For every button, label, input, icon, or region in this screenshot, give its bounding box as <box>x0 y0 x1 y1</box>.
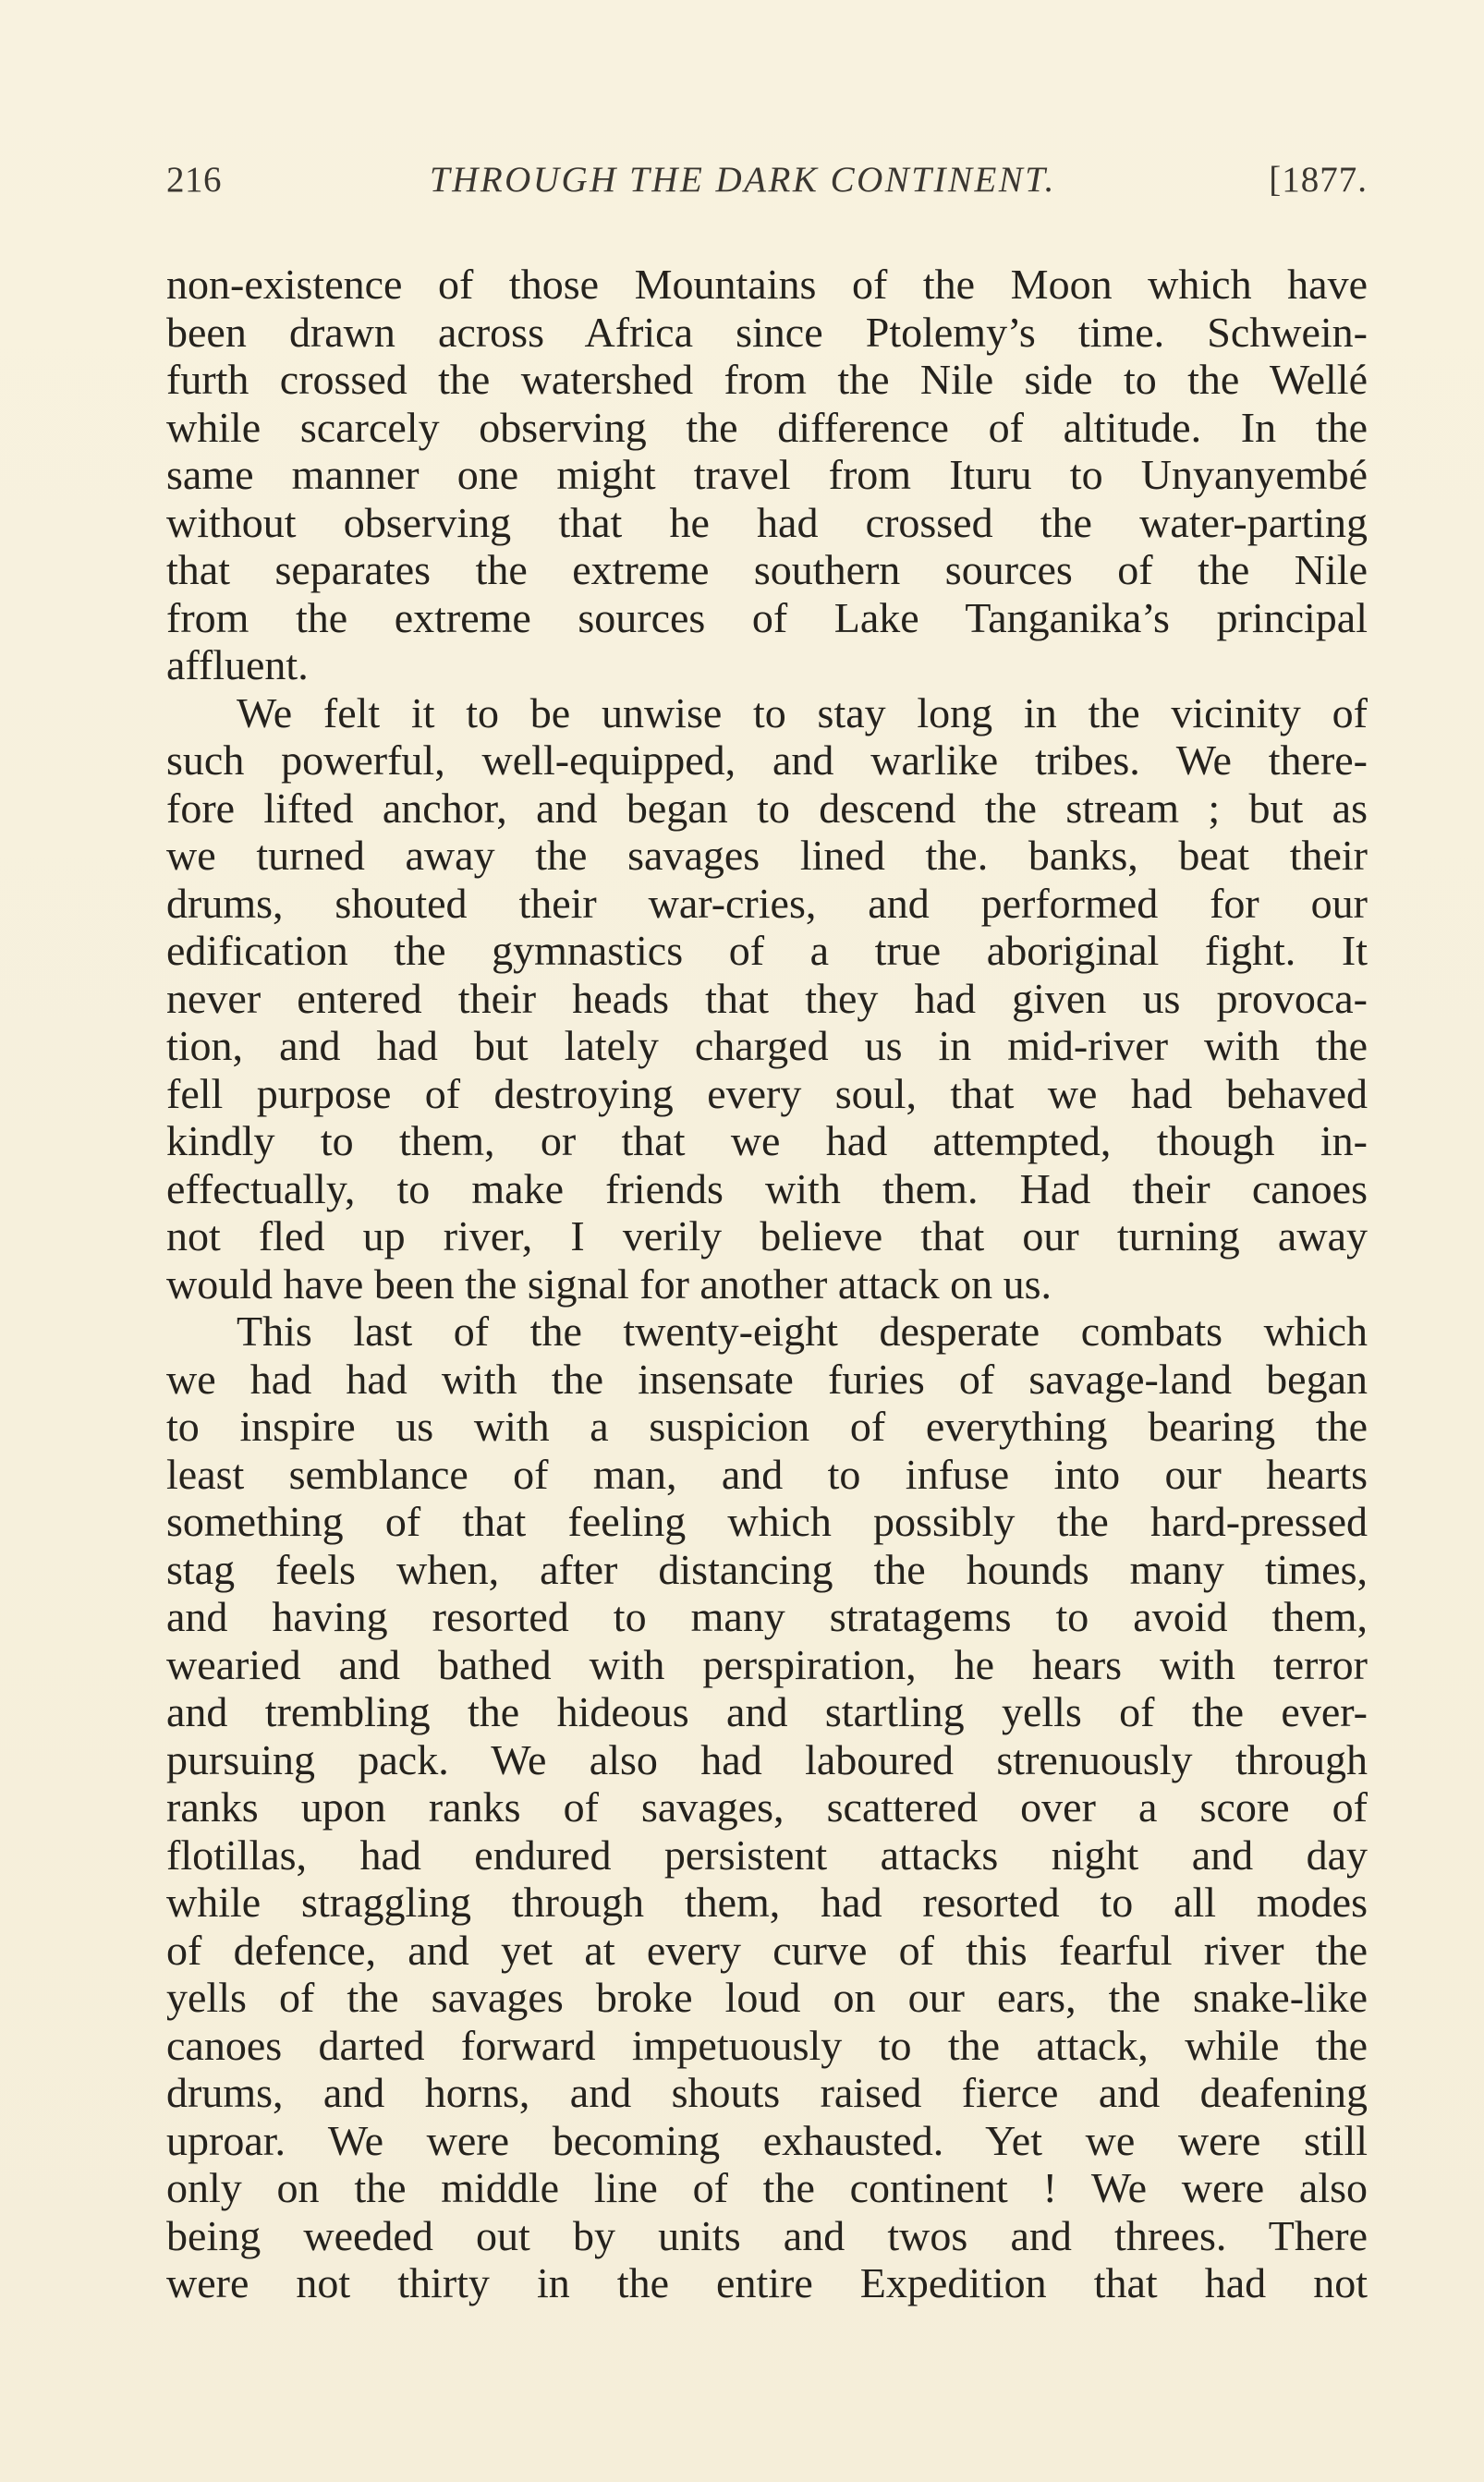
text-line: been drawn across Africa since Ptolemy’s time. Schwein- <box>166 308 1368 356</box>
text-line: stag feels when, after distancing the hounds many times, <box>166 1545 1368 1593</box>
text-line: This last of the twenty-eight desperate combats which <box>237 1308 1368 1355</box>
text-line: from the extreme sources of Lake Tanganika’s principal <box>166 593 1368 641</box>
text-line: We felt it to be unwise to stay long in the vicinity of <box>237 688 1368 736</box>
text-line: non-existence of those Mountains of the Moon which have <box>166 261 1368 308</box>
text-line: uproar. We were becoming exhausted. Yet we were still <box>166 2116 1368 2164</box>
text-line: never entered their heads that they had given us provoca- <box>166 974 1368 1022</box>
text-line: and trembling the hideous and startling yells of the ever- <box>166 1688 1368 1735</box>
text-line: affluent. <box>166 641 309 688</box>
text-line: drums, shouted their war-cries, and performed for our <box>166 879 1368 927</box>
text-line: were not thirty in the entire Expedition that had not <box>166 2259 1368 2306</box>
text-line: furth crossed the watershed from the Nile side to the Wellé <box>166 356 1368 403</box>
text-line: canoes darted forward impetuously to the attack, while the <box>166 2021 1368 2069</box>
running-header <box>166 159 1368 214</box>
text-line: would have been the signal for another attack on us. <box>166 1259 1052 1308</box>
text-line: we turned away the savages lined the. banks, beat their <box>166 832 1368 879</box>
text-line: and having resorted to many stratagems to avoid them, <box>166 1593 1368 1640</box>
text-line: not fled up river, I verily believe that our turning away <box>166 1212 1368 1259</box>
text-line: wearied and bathed with perspiration, he hears with terror <box>166 1640 1368 1688</box>
page-body <box>166 261 1368 2307</box>
text-line: only on the middle line of the continent ! We were also <box>166 2164 1368 2211</box>
text-line: while straggling through them, had resorted to all modes <box>166 1879 1368 1926</box>
text-line: fell purpose of destroying every soul, that we had behaved <box>166 1069 1368 1117</box>
text-line: flotillas, had endured persistent attacks night and day <box>166 1831 1368 1879</box>
header-year: [1877. <box>1269 160 1368 200</box>
text-line: same manner one might travel from Ituru to Unyanyembé <box>166 451 1368 498</box>
text-line: being weeded out by units and twos and threes. There <box>166 2211 1368 2259</box>
text-line: of defence, and yet at every curve of this fearful river the <box>166 1926 1368 1974</box>
text-line: such powerful, well-equipped, and warlike tribes. We there- <box>166 736 1368 784</box>
page-number: 216 <box>166 160 222 200</box>
text-line: ranks upon ranks of savages, scattered over a score of <box>166 1783 1368 1831</box>
text-line: yells of the savages broke loud on our ears, the snake-like <box>166 1974 1368 2021</box>
text-line: without observing that he had crossed the water-parting <box>166 498 1368 546</box>
text-line: drums, and horns, and shouts raised fierce and deafening <box>166 2069 1368 2116</box>
text-line: tion, and had but lately charged us in mid-river with the <box>166 1022 1368 1069</box>
text-line: we had had with the insensate furies of savage-land began <box>166 1355 1368 1403</box>
text-line: edification the gymnastics of a true aboriginal fight. It <box>166 927 1368 974</box>
text-line: kindly to them, or that we had attempted, though in- <box>166 1117 1368 1164</box>
text-line: pursuing pack. We also had laboured strenuously through <box>166 1735 1368 1783</box>
text-line: effectually, to make friends with them. Had their canoes <box>166 1164 1368 1212</box>
text-line: while scarcely observing the difference of altitude. In the <box>166 403 1368 451</box>
text-line: that separates the extreme southern sources of the Nile <box>166 546 1368 593</box>
text-line: fore lifted anchor, and began to descend the stream ; but as <box>166 784 1368 832</box>
text-line: to inspire us with a suspicion of everything bearing the <box>166 1403 1368 1450</box>
running-title: THROUGH THE DARK CONTINENT. <box>430 160 1056 200</box>
text-line: something of that feeling which possibly the hard-pressed <box>166 1498 1368 1545</box>
text-line: least semblance of man, and to infuse into our hearts <box>166 1450 1368 1498</box>
